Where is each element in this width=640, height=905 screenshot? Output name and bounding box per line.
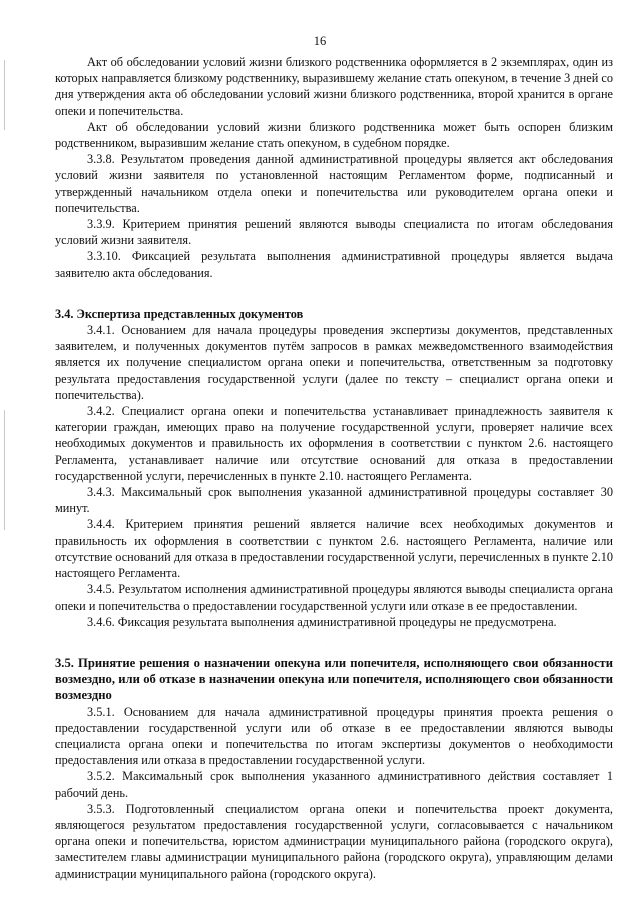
paragraph: 3.4.4. Критерием принятия решений является наличие всех необходимых документов и правильность их оформления в соответствии с пунктом 2.6. настоящего Регламента, наличие или отсутствие оснований для отказа в предоставлении государственной услуги, перечисленных в пункте 2.10 настоящего Регламента. bbox=[55, 517, 613, 581]
paragraph: 3.5.3. Подготовленный специалистом органа опеки и попечительства проект документа, являющегося результатом предоставления государственной услуги, согласовывается с начальником органа опеки и попечительства, юристом администрации муниципального района (городского округа), заместителем главы администрации муниципального района (городского округа), управляющим делами администрации муниципального района (городского округа). bbox=[55, 801, 613, 881]
paragraph: 3.4.5. Результатом исполнения административной процедуры являются выводы специалиста органа опеки и попечительства о предоставлении государственной услуги или отказе в ее предоставлении. bbox=[55, 582, 613, 613]
paragraph: Акт об обследовании условий жизни близкого родственника может быть оспорен близким родственником, выразившим желание стать опекуном, в судебном порядке. bbox=[55, 119, 613, 151]
paragraph: 3.5.1. Основанием для начала административной процедуры принятия проекта решения о предоставлении государственной услуги или об отказе в ее предоставлении являются выводы специалиста органа опеки и попечительства по итогам экспертизы документов о необходимости предоставления или отказа в предоставлении государственной услуги. bbox=[55, 704, 613, 768]
paragraph: 3.4.3. Максимальный срок выполнения указанной административной процедуры составляет 30 минут. bbox=[55, 485, 613, 516]
paragraph: Акт об обследовании условий жизни близкого родственника оформляется в 2 экземплярах, один из которых направляется близкому родственнику, выразившему желание стать опекуном, в течение 3 дней со дня утверждения акта об обследовании условий жизни близкого родственника, второй хранится в органе опеки и попечительства. bbox=[55, 55, 613, 118]
paragraph: 3.4.2. Специалист органа опеки и попечительства устанавливает принадлежность заявителя к категории граждан, имеющих право на получение государственной услуги, проверяет наличие всех необходимых документов и правильность их оформления в соответствии с пунктом 2.6. настоящего Регламента, устанавливает наличие или отсутствие оснований для отказа в предоставлении государственной услуги, перечисленных в пункте 2.10. настоящего Регламента. bbox=[55, 404, 613, 483]
section-heading-3-4: 3.4. Экспертиза представленных документов bbox=[55, 306, 304, 321]
paragraph: 3.3.8. Результатом проведения данной административной процедуры является акт обследования условий жизни заявителя по установленной настоящим Регламентом форме, подписанный и утвержденный начальником отдела опеки и попечительства или руководителем органа опеки и попечительства. bbox=[55, 152, 613, 215]
paragraph: 3.3.10. Фиксацией результата выполнения административной процедуры является выдача заявителю акта обследования. bbox=[55, 249, 613, 280]
scan-edge-mark bbox=[4, 410, 5, 530]
scan-edge-mark bbox=[4, 60, 5, 130]
section-heading-3-5: 3.5. Принятие решения о назначении опекуна или попечителя, исполняющего свои обязанности возмездно, или об отказе в назначении опекуна или попечителя, исполняющего свои обязанности возмездно bbox=[55, 655, 613, 703]
paragraph: 3.3.9. Критерием принятия решений являются выводы специалиста по итогам обследования условий жизни заявителя. bbox=[55, 217, 613, 248]
paragraph: 3.4.6. Фиксация результата выполнения административной процедуры не предусмотрена. bbox=[87, 614, 557, 629]
document-body bbox=[55, 54, 613, 882]
page-number: 16 bbox=[313, 34, 327, 48]
paragraph: 3.5.2. Максимальный срок выполнения указанного административного действия составляет 1 рабочий день. bbox=[55, 769, 613, 800]
paragraph: 3.4.1. Основанием для начала процедуры проведения экспертизы документов, представленных заявителем, и полученных документов путём запросов в рамках межведомственного взаимодействия является их получение специалистом органа опеки и попечительства, ответственным за подготовку результата предоставления государственной услуги (далее по тексту – специалист органа опеки и попечительства). bbox=[55, 323, 613, 402]
